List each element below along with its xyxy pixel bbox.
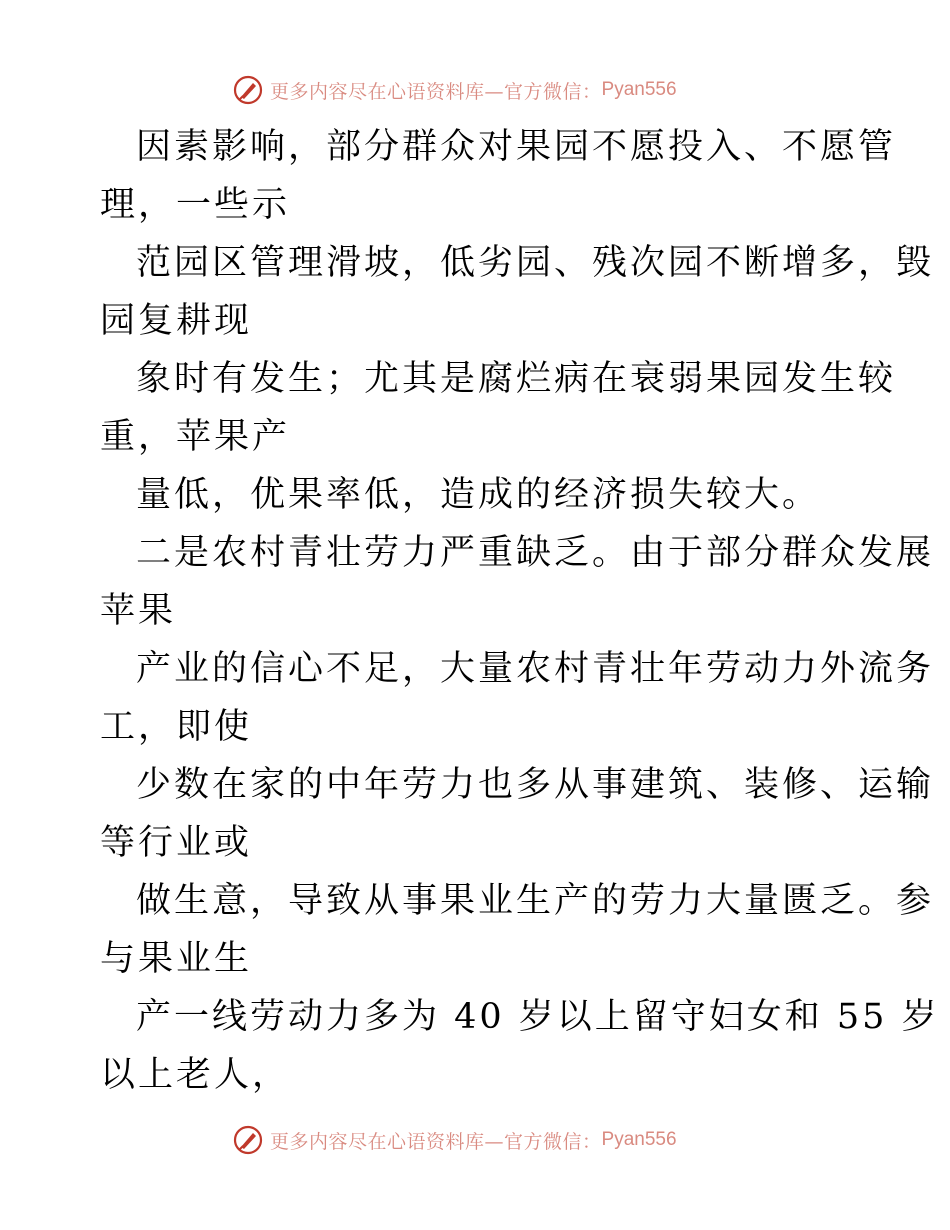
footer-watermark bbox=[232, 1120, 677, 1160]
text-line: 苹果 bbox=[100, 591, 177, 631]
text-line: 做生意，导致从事果业生产的劳力大量匮乏。参 bbox=[136, 881, 935, 921]
text-line: 以上老人， bbox=[100, 1055, 291, 1095]
text-line: 因素影响，部分群众对果园不愿投入、不愿管 bbox=[136, 127, 897, 167]
text-line: 园复耕现 bbox=[100, 301, 253, 341]
document-body bbox=[100, 118, 940, 1104]
text-line: 少数在家的中年劳力也多从事建筑、装修、运输 bbox=[136, 765, 935, 805]
quill-logo-icon bbox=[232, 1124, 264, 1156]
text-line: 象时有发生；尤其是腐烂病在衰弱果园发生较 bbox=[136, 359, 897, 399]
header-watermark bbox=[232, 70, 677, 110]
watermark-wechat-id: Pyan556 bbox=[601, 1129, 677, 1150]
quill-logo-icon bbox=[232, 74, 264, 106]
text-line: 量低，优果率低，造成的经济损失较大。 bbox=[136, 475, 821, 515]
text-line: 重，苹果产 bbox=[100, 417, 291, 457]
text-line: 理，一些示 bbox=[100, 185, 291, 225]
text-line: 产业的信心不足，大量农村青壮年劳动力外流务 bbox=[136, 649, 935, 689]
text-line: 二是农村青壮劳力严重缺乏。由于部分群众发展 bbox=[136, 533, 935, 573]
watermark-text: 更多内容尽在心语资料库—官方微信： bbox=[270, 80, 602, 103]
watermark-text: 更多内容尽在心语资料库—官方微信： bbox=[270, 1130, 602, 1153]
text-line: 产一线劳动力多为 40 岁以上留守妇女和 55 岁 bbox=[136, 997, 940, 1037]
text-line: 工，即使 bbox=[100, 707, 253, 747]
watermark-wechat-id: Pyan556 bbox=[601, 79, 677, 100]
text-line: 等行业或 bbox=[100, 823, 253, 863]
text-line: 与果业生 bbox=[100, 939, 253, 979]
text-line: 范园区管理滑坡，低劣园、残次园不断增多，毁 bbox=[136, 243, 935, 283]
